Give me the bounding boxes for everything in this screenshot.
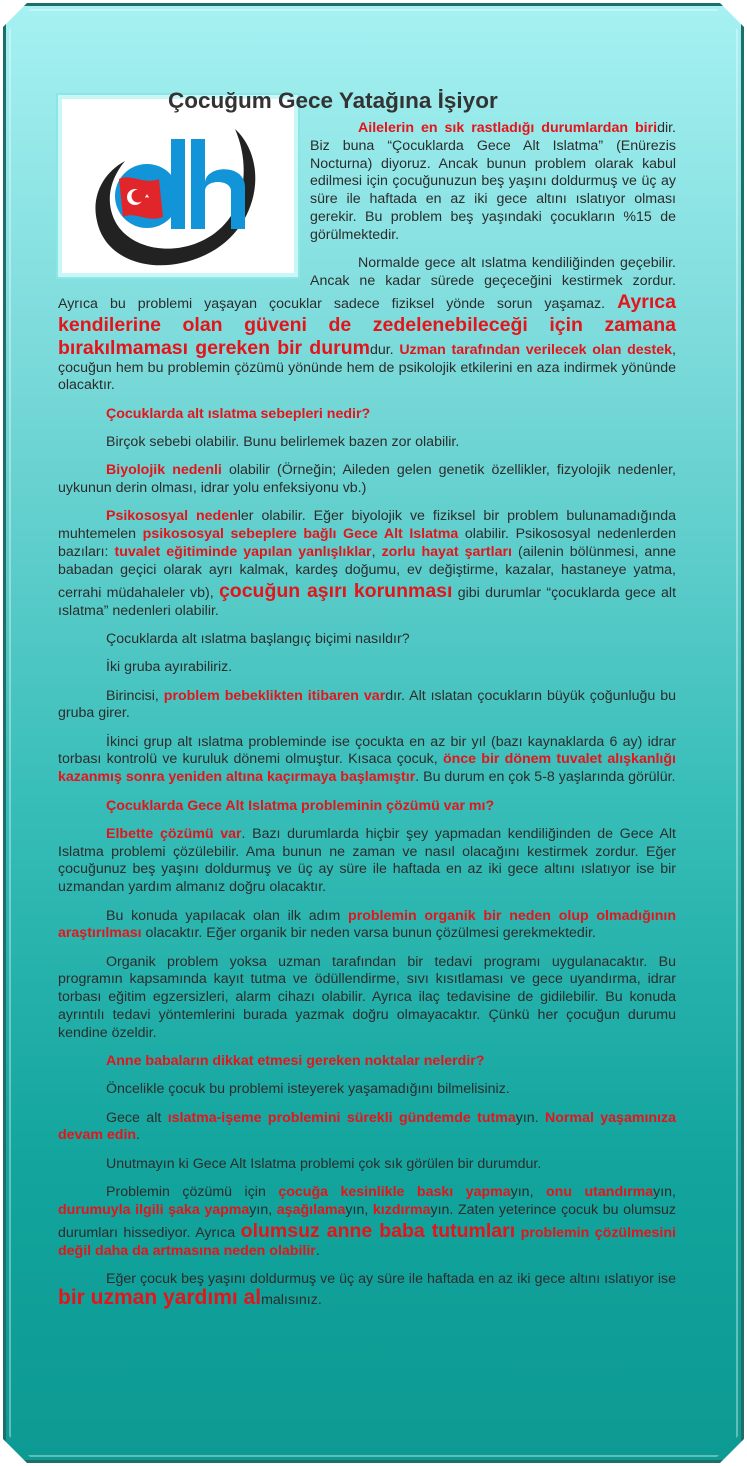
- paragraph-biological: Biyolojik nedenli olabilir (Örneğin; Aileden gelen genetik özellikler, fizyolojik nedenler, uykunun derin olması, idrar yolu enfeksiyonu vb.): [58, 462, 676, 497]
- paragraph-common: Unutmayın ki Gece Alt Islatma problemi çok sık görülen bir durumdur.: [106, 1155, 542, 1172]
- paragraph-expert: Eğer çocuk beş yaşını doldurmuş ve üç ay süre ile haftada en az iki gece altını ıslatıyor ise bir uzman yardımı almalısınız.: [58, 1270, 676, 1309]
- paragraph-second-group: İkinci grup alt ıslatma probleminde ise çocukta en az bir yıl (bazı kaynaklarda 6 ay) idrar torbası kontrolü ve kuruluk dönemi olmuştur. Kısaca çocuk, önce bir dönem tuvalet alışkanlığı kazanmış sonra yeniden altına kaçırmaya başlamıştır. Bu durum en çok 5-8 yaşlarında görülür.: [58, 733, 676, 786]
- logo-h-stem: [191, 139, 205, 229]
- paragraph-first-group: Birincisi, problem bebeklikten itibaren vardır. Alt ıslatan çocukların büyük çoğunluğu bu gruba girer.: [58, 687, 677, 722]
- paragraph-not-intentional: Öncelikle çocuk bu problemi isteyerek yaşamadığını bilmelisiniz.: [106, 1081, 510, 1098]
- paragraph-solution: Elbette çözümü var. Bazı durumlarda hiçbir şey yapmadan kendiliğinden de Gece Alt Islatma problemi çözülebilir. Ama bunun ne zaman ve nasıl olacağını kestirmek zordur. Eğer çocuğunuz beş yaşını doldurmuş ve üç ay süre ile haftada en az iki gece altını ıslatıyor ise bir uzmandan yardım almanız doğru olacaktır.: [58, 825, 677, 896]
- paragraph-dont-pressure: Problemin çözümü için çocuğa kesinlikle baskı yapmayın, onu utandırmayın, durumuyla ilgili şaka yapmayın, aşağılamayın, kızdırmayın. Zaten yeterince çocuk bu olumsuz durumları hissediyor. Ayrıca olumsuz anne baba tutumları problemin çözülmesini değil daha da artmasına neden olabilir.: [58, 1184, 676, 1259]
- article: [58, 86, 676, 1320]
- question-solution: Çocuklarda Gece Alt Islatma probleminin çözümü var mı?: [106, 797, 495, 814]
- paragraph-psychosocial: Psikososyal nedenler olabilir. Eğer biyolojik ve fiziksel bir problem bulunamadığında muhtemelen psikososyal sebeplere bağlı Gece Alt Islatma olabilir. Psikososyal nedenlerden bazıları: tuvalet eğitiminde yapılan yanlışlıklar, zorlu hayat şartları (ailenin bölünmesi, anne babadan geçici olarak ayrı kalmak, kardeş doğumu, ev değiştirme, kazalar, hastaneye yatma, cerrahi müdahaleler vb), çocuğun aşırı korunması gibi durumlar “çocuklarda gece alt ıslatma” nedenleri olabilir.: [58, 508, 677, 619]
- page-title: Çocuğum Gece Yatağına İşiyor: [168, 88, 498, 113]
- paragraph-first-step: Bu konuda yapılacak olan ilk adım problemin organik bir neden olup olmadığının araştırılması olacaktır. Eğer organik bir neden varsa bunun çözülmesi gerekmektedir.: [58, 907, 676, 942]
- logo-frame: [58, 95, 298, 277]
- paragraph-onset-question: Çocuklarda alt ıslatma başlangıç biçimi nasıldır?: [106, 630, 410, 647]
- paragraph-many-causes: Birçok sebebi olabilir. Bunu belirlemek bazen zor olabilir.: [106, 434, 460, 451]
- paragraph-normal: Normalde gece alt ıslatma kendiliğinden geçebilir. Ancak ne kadar sürede geçeceğini kestirmek zordur. Ayrıca bu problemi yaşayan çocuklar sadece fiziksel yönde sorun yaşamaz. Ayrıca kendilerine olan güveni de zedelenebileceği için zamana bırakılmaması gereken bir durumdur. Uzman tarafından verilecek olan destek, çocuğun hem bu problemin çözümü yönünde hem de psikolojik etkilerini en aza indirmek yönünde olacaktır.: [58, 255, 676, 394]
- paragraph-treatment: Organik problem yoksa uzman tarafından bir tedavi programı uygulanacaktır. Bu programın kapsamında kayıt tutma ve ödüllendirme, sıvı kısıtlaması ve gece uyandırma, idrar torbası eğitim egzersizleri, alarm cihazı olabilir. Ayrıca ilaç tedavisine de gidilebilir. Bu konuda ayrıntılı tedavi yöntemlerini burada yazmak doğru olmayacaktır. Çünkü her çocuğun durumu kendine özeldir.: [58, 953, 676, 1041]
- question-parents: Anne babaların dikkat etmesi gereken noktalar nelerdir?: [106, 1053, 485, 1070]
- logo-d-stem: [171, 139, 185, 229]
- paragraph-agenda: Gece alt ıslatma-işeme problemini sürekli gündemde tutmayın. Normal yaşamınıza devam edin.: [58, 1109, 676, 1144]
- logo-h-arch: [205, 169, 245, 229]
- paragraph-intro: Ailelerin en sık rastladığı durumlardan biridir. Biz buna “Çocuklarda Gece Alt Islatma” (Enürezis Nocturna) diyoruz. Ancak bunun problem olarak kabul edilmesi için çocuğunuzun beş yaşını doldurmuş ve üç ay süre ile haftada en az iki gece altını ıslatıyor olması gerekir. Bu problem beş yaşındaki çocukların %15 de görülmektedir.: [310, 120, 676, 243]
- dh-logo-icon: [85, 101, 271, 271]
- paragraph-two-groups: İki gruba ayırabiliriz.: [106, 659, 233, 676]
- question-causes: Çocuklarda alt ıslatma sebepleri nedir?: [106, 405, 371, 422]
